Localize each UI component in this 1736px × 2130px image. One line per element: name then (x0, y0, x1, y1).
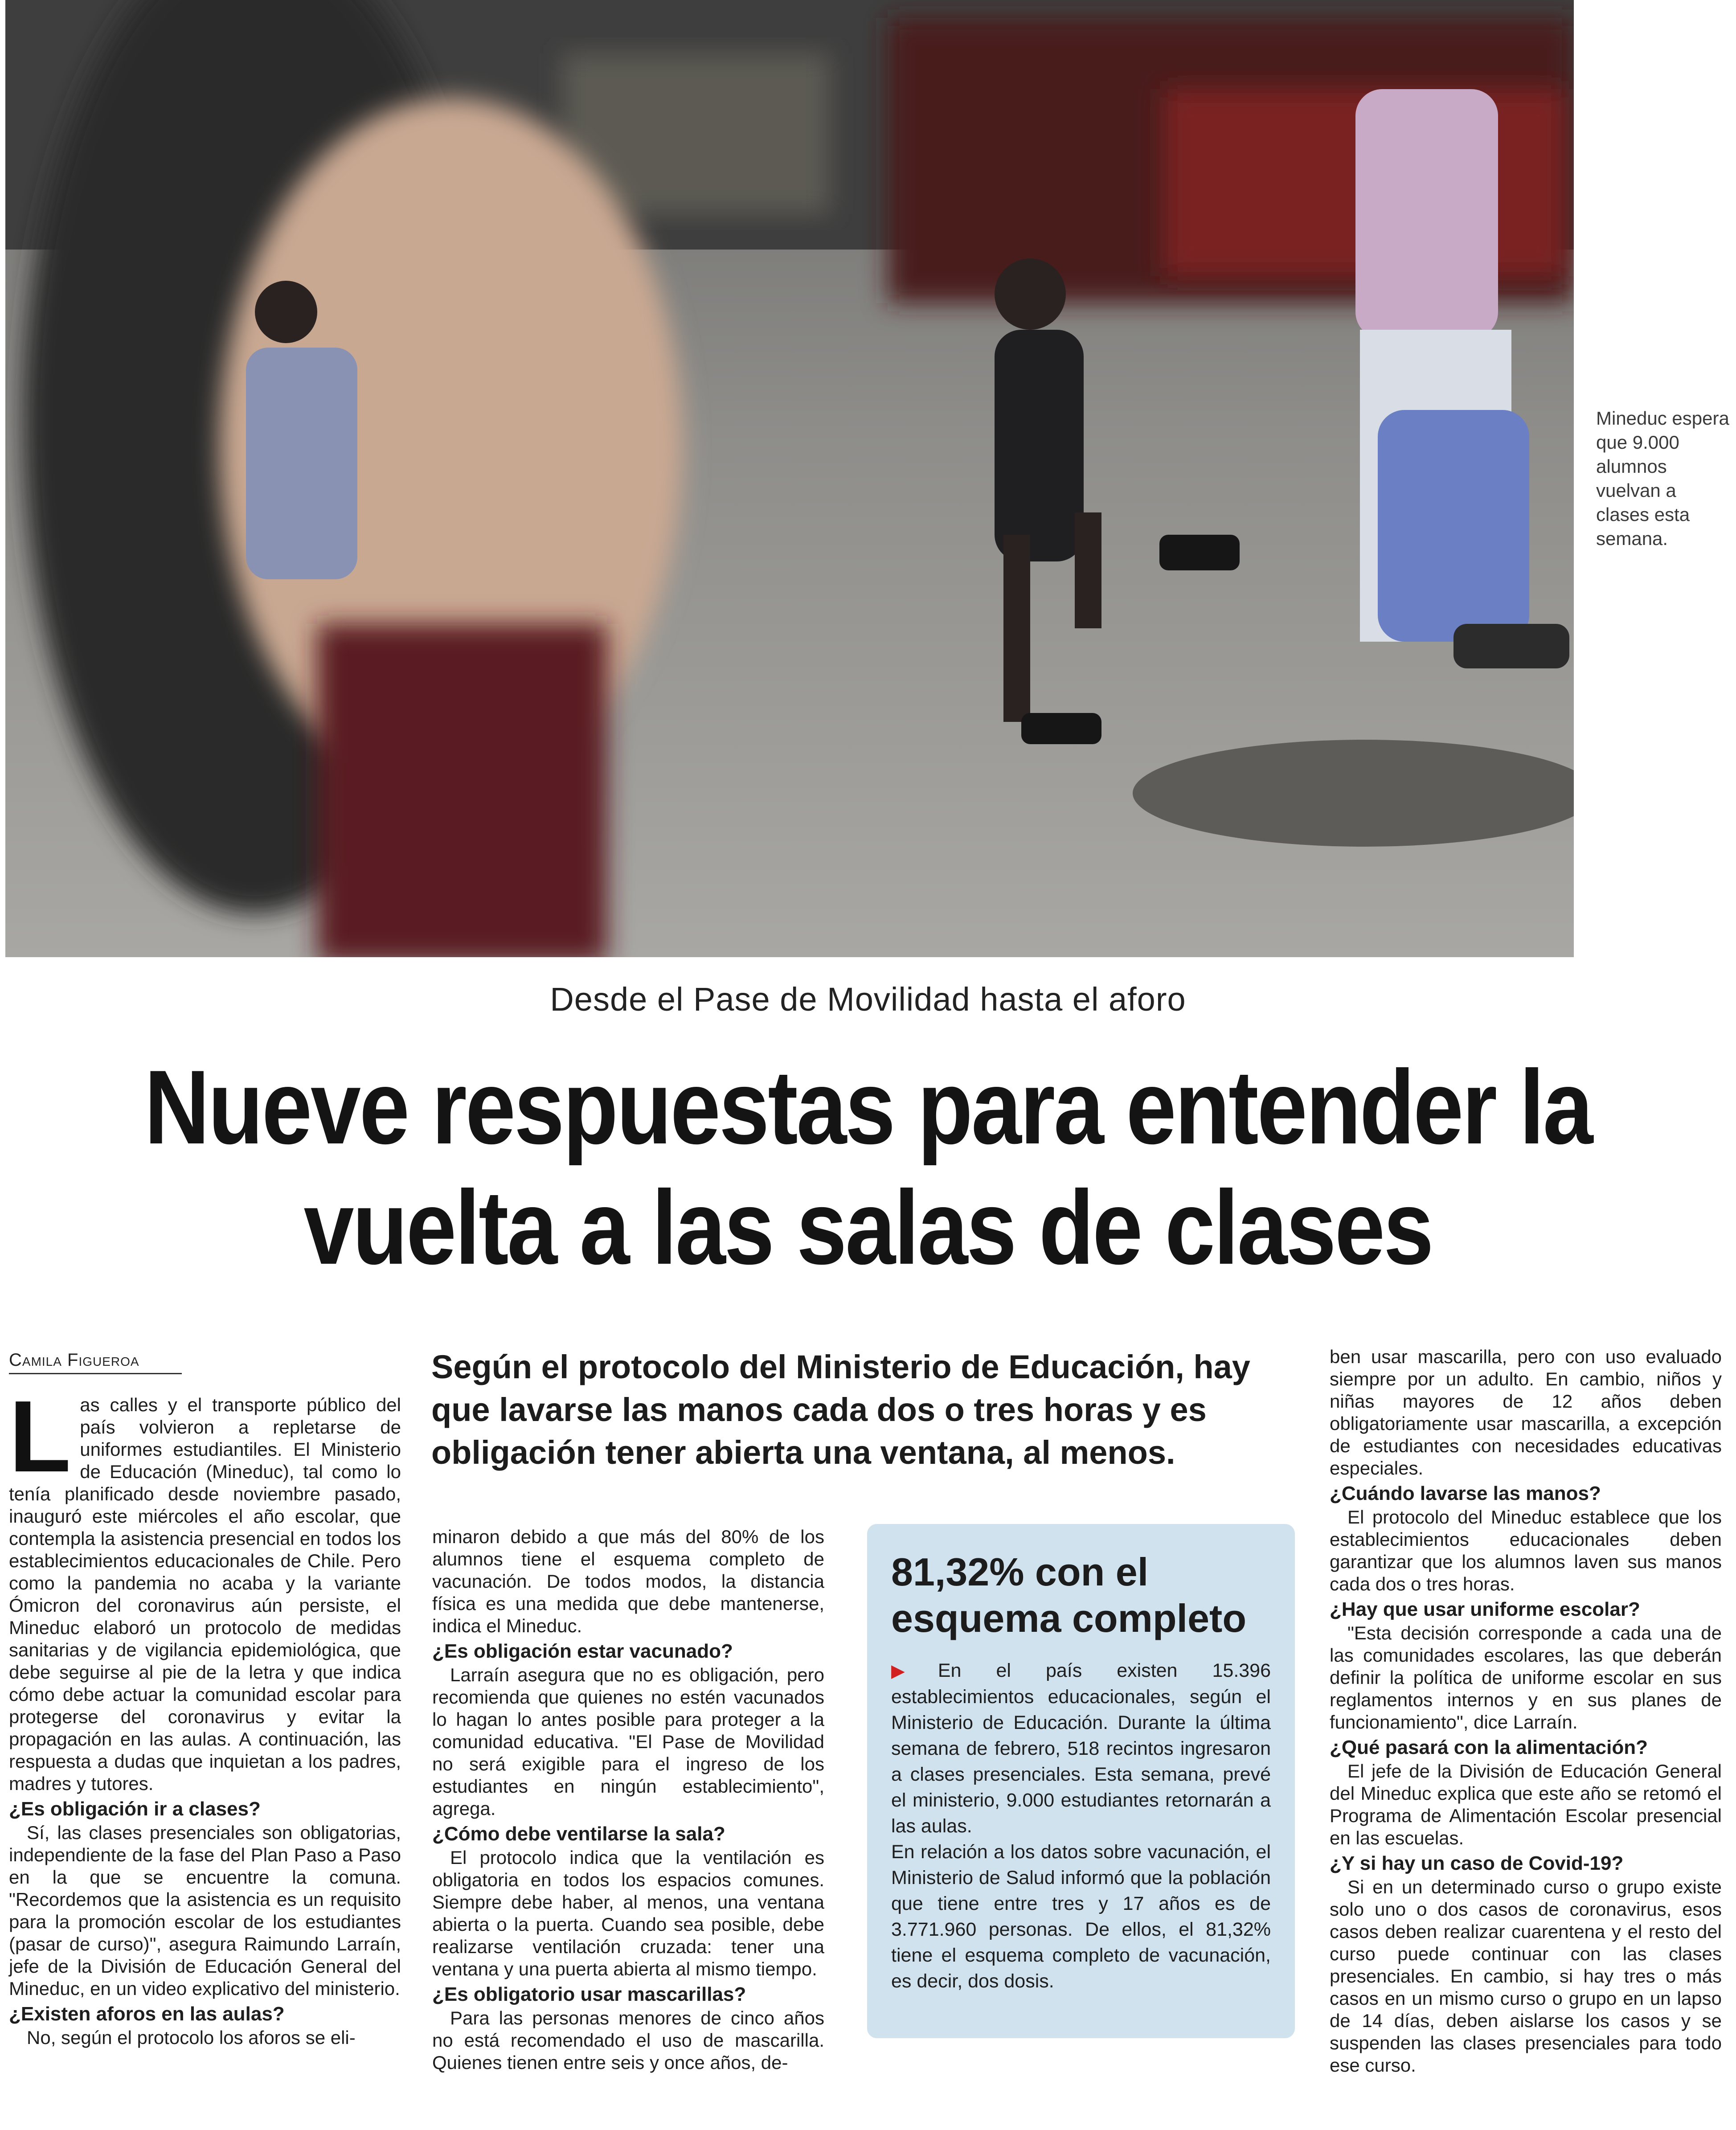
answer-2-start: No, según el protocolo los aforos se eli- (27, 2027, 356, 2048)
question-2: ¿Existen aforos en las aulas? (9, 2003, 285, 2025)
lead-paragraph (9, 1380, 401, 1795)
question-7: ¿Hay que usar uniforme escolar? (1330, 1598, 1640, 1620)
answer-7: "Esta decisión corresponde a cada una de las comunidades escolares, las que deberán definir la política de uniforme escolar en sus reglamentos internos y en sus planes de funcionamiento", dice Larraín. (1330, 1622, 1722, 1733)
column-1 (9, 1380, 401, 2052)
byline: Camila Figueroa (9, 1350, 182, 1374)
sidebar-body (891, 1658, 1271, 1994)
photo-caption: Mineduc espera que 9.000 alumnos vuelvan a clases esta semana. (1596, 408, 1729, 549)
sidebar-paragraph-2: En relación a los datos sobre vacunación, el Ministerio de Salud informó que la población que tiene entre tres y 17 años es de 3.771.960 personas. De ellos, el 81,32% tiene el esquema completo de vacunación, es decir, dos dosis. (891, 1841, 1271, 1992)
deck: Según el protocolo del Ministerio de Educación, hay que lavarse las manos cada dos o tres horas y es obligación tener abierta una ventana, al menos. (431, 1348, 1250, 1471)
answer-4: El protocolo indica que la ventilación es obligatoria en todos los espacios comunes. Siempre debe haber, al menos, una ventana abierta o la puerta. Cuando sea posible, debe realizarse ventilación cruzada: tener una ventana y una puerta abierta al mismo tiempo. (432, 1847, 824, 1979)
column-2 (432, 1526, 824, 2077)
lead-text: as calles y el transporte público del país volvieron a repletarse de uniformes estudiantiles. El Ministerio de Educación (Mineduc), tal como lo tenía planificado desde noviembre pasado, inauguró este miércoles el año escolar, que contempla la asistencia presencial en todos los establecimientos educacionales de Chile. Pero como la pandemia no acaba y la variante Ómicron del coronavirus aún persiste, el Mineduc elaboró un protocolo de medidas sanitarias y de vigilancia epidemiológica, que debe seguirse al pie de la letra y que indica cómo debe actuar la comunidad escolar para protegerse del coronavirus y evitar la propagación en las aulas. A continuación, las respuesta a dudas que inquietan a los padres, madres y tutores. (9, 1394, 401, 1794)
question-5: ¿Es obligatorio usar mascarillas? (432, 1983, 746, 2005)
dropcap: L (9, 1380, 71, 1493)
answer-3: Larraín asegura que no es obligación, pero recomienda que quienes no estén vacunados lo hagan lo antes posible para proteger a la comunidad educativa. "El Pase de Movilidad no será exigible para el ingreso de los estudiantes en ningún establecimiento", agrega. (432, 1664, 824, 1819)
kicker: Desde el Pase de Movilidad hasta el aforo (550, 981, 1186, 1018)
sidebar-paragraph-1 (891, 1658, 1271, 1839)
sidebar-title: 81,32% con el esquema completo (891, 1550, 1247, 1640)
answer-5-start: Para las personas menores de cinco años no está recomendado el uso de mascarilla. Quienes tienen entre seis y once años, de- (432, 2007, 824, 2073)
column-3 (1330, 1346, 1722, 2079)
street-scene-image (5, 0, 1574, 957)
answer-2-continued: minaron debido a que más del 80% de los alumnos tiene el esquema completo de vacunación. De todos modos, la distancia física es una medida que debe mantenerse, indica el Mineduc. (432, 1526, 824, 1636)
answer-9: Si en un determinado curso o grupo existe solo uno o dos casos de coronavirus, esos casos deben realizar cuarentena y el resto del curso puede continuar con las clases presenciales. En cambio, si hay tres o más casos en un mismo curso o grupo en un lapso de 14 días, deben aislarse los casos y se suspenden las clases presenciales para todo ese curso. (1330, 1876, 1722, 2076)
answer-5-continued: ben usar mascarilla, pero con uso evaluado siempre por un adulto. En cambio, niños y niñas mayores de 12 años deben obligatoriamente usar mascarilla, a excepción de estudiantes con necesidades educativas especiales. (1330, 1346, 1722, 1479)
question-6: ¿Cuándo lavarse las manos? (1330, 1483, 1601, 1504)
sidebar-box (867, 1524, 1295, 2038)
question-3: ¿Es obligación estar vacunado? (432, 1640, 733, 1662)
triangle-right-icon: ▶ (891, 1661, 934, 1681)
question-8: ¿Qué pasará con la alimentación? (1330, 1737, 1648, 1758)
answer-1: Sí, las clases presenciales son obligatorias, independiente de la fase del Plan Paso a Paso en la que se encuentre la comuna. "Recordemos que la asistencia es un requisito para la promoción escolar de los estudiantes (pasar de curso)", asegura Raimundo Larraín, jefe de la División de Educación General del Mineduc, en un video explicativo del ministerio. (9, 1822, 401, 1999)
headline: Nueve respuestas para entender la vuelta a las salas de clases (144, 1049, 1592, 1286)
question-1: ¿Es obligación ir a clases? (9, 1798, 261, 1820)
article-photo (5, 0, 1574, 957)
question-9: ¿Y si hay un caso de Covid-19? (1330, 1852, 1624, 1874)
sidebar-paragraph-1-text: En el país existen 15.396 establecimientos educacionales, según el Ministerio de Educación. Durante la última semana de febrero, 518 recintos ingresaron a clases presenciales. Esta semana, prevé el ministerio, 9.000 estudiantes retornarán a las aulas. (891, 1660, 1271, 1837)
answer-8: El jefe de la División de Educación General del Mineduc explica que este año se retomó el Programa de Alimentación Escolar presencial en las escuelas. (1330, 1761, 1722, 1848)
answer-6: El protocolo del Mineduc establece que los establecimientos educacionales deben garantizar que los alumnos laven sus manos cada dos o tres horas. (1330, 1507, 1722, 1594)
question-4: ¿Cómo debe ventilarse la sala? (432, 1823, 725, 1845)
